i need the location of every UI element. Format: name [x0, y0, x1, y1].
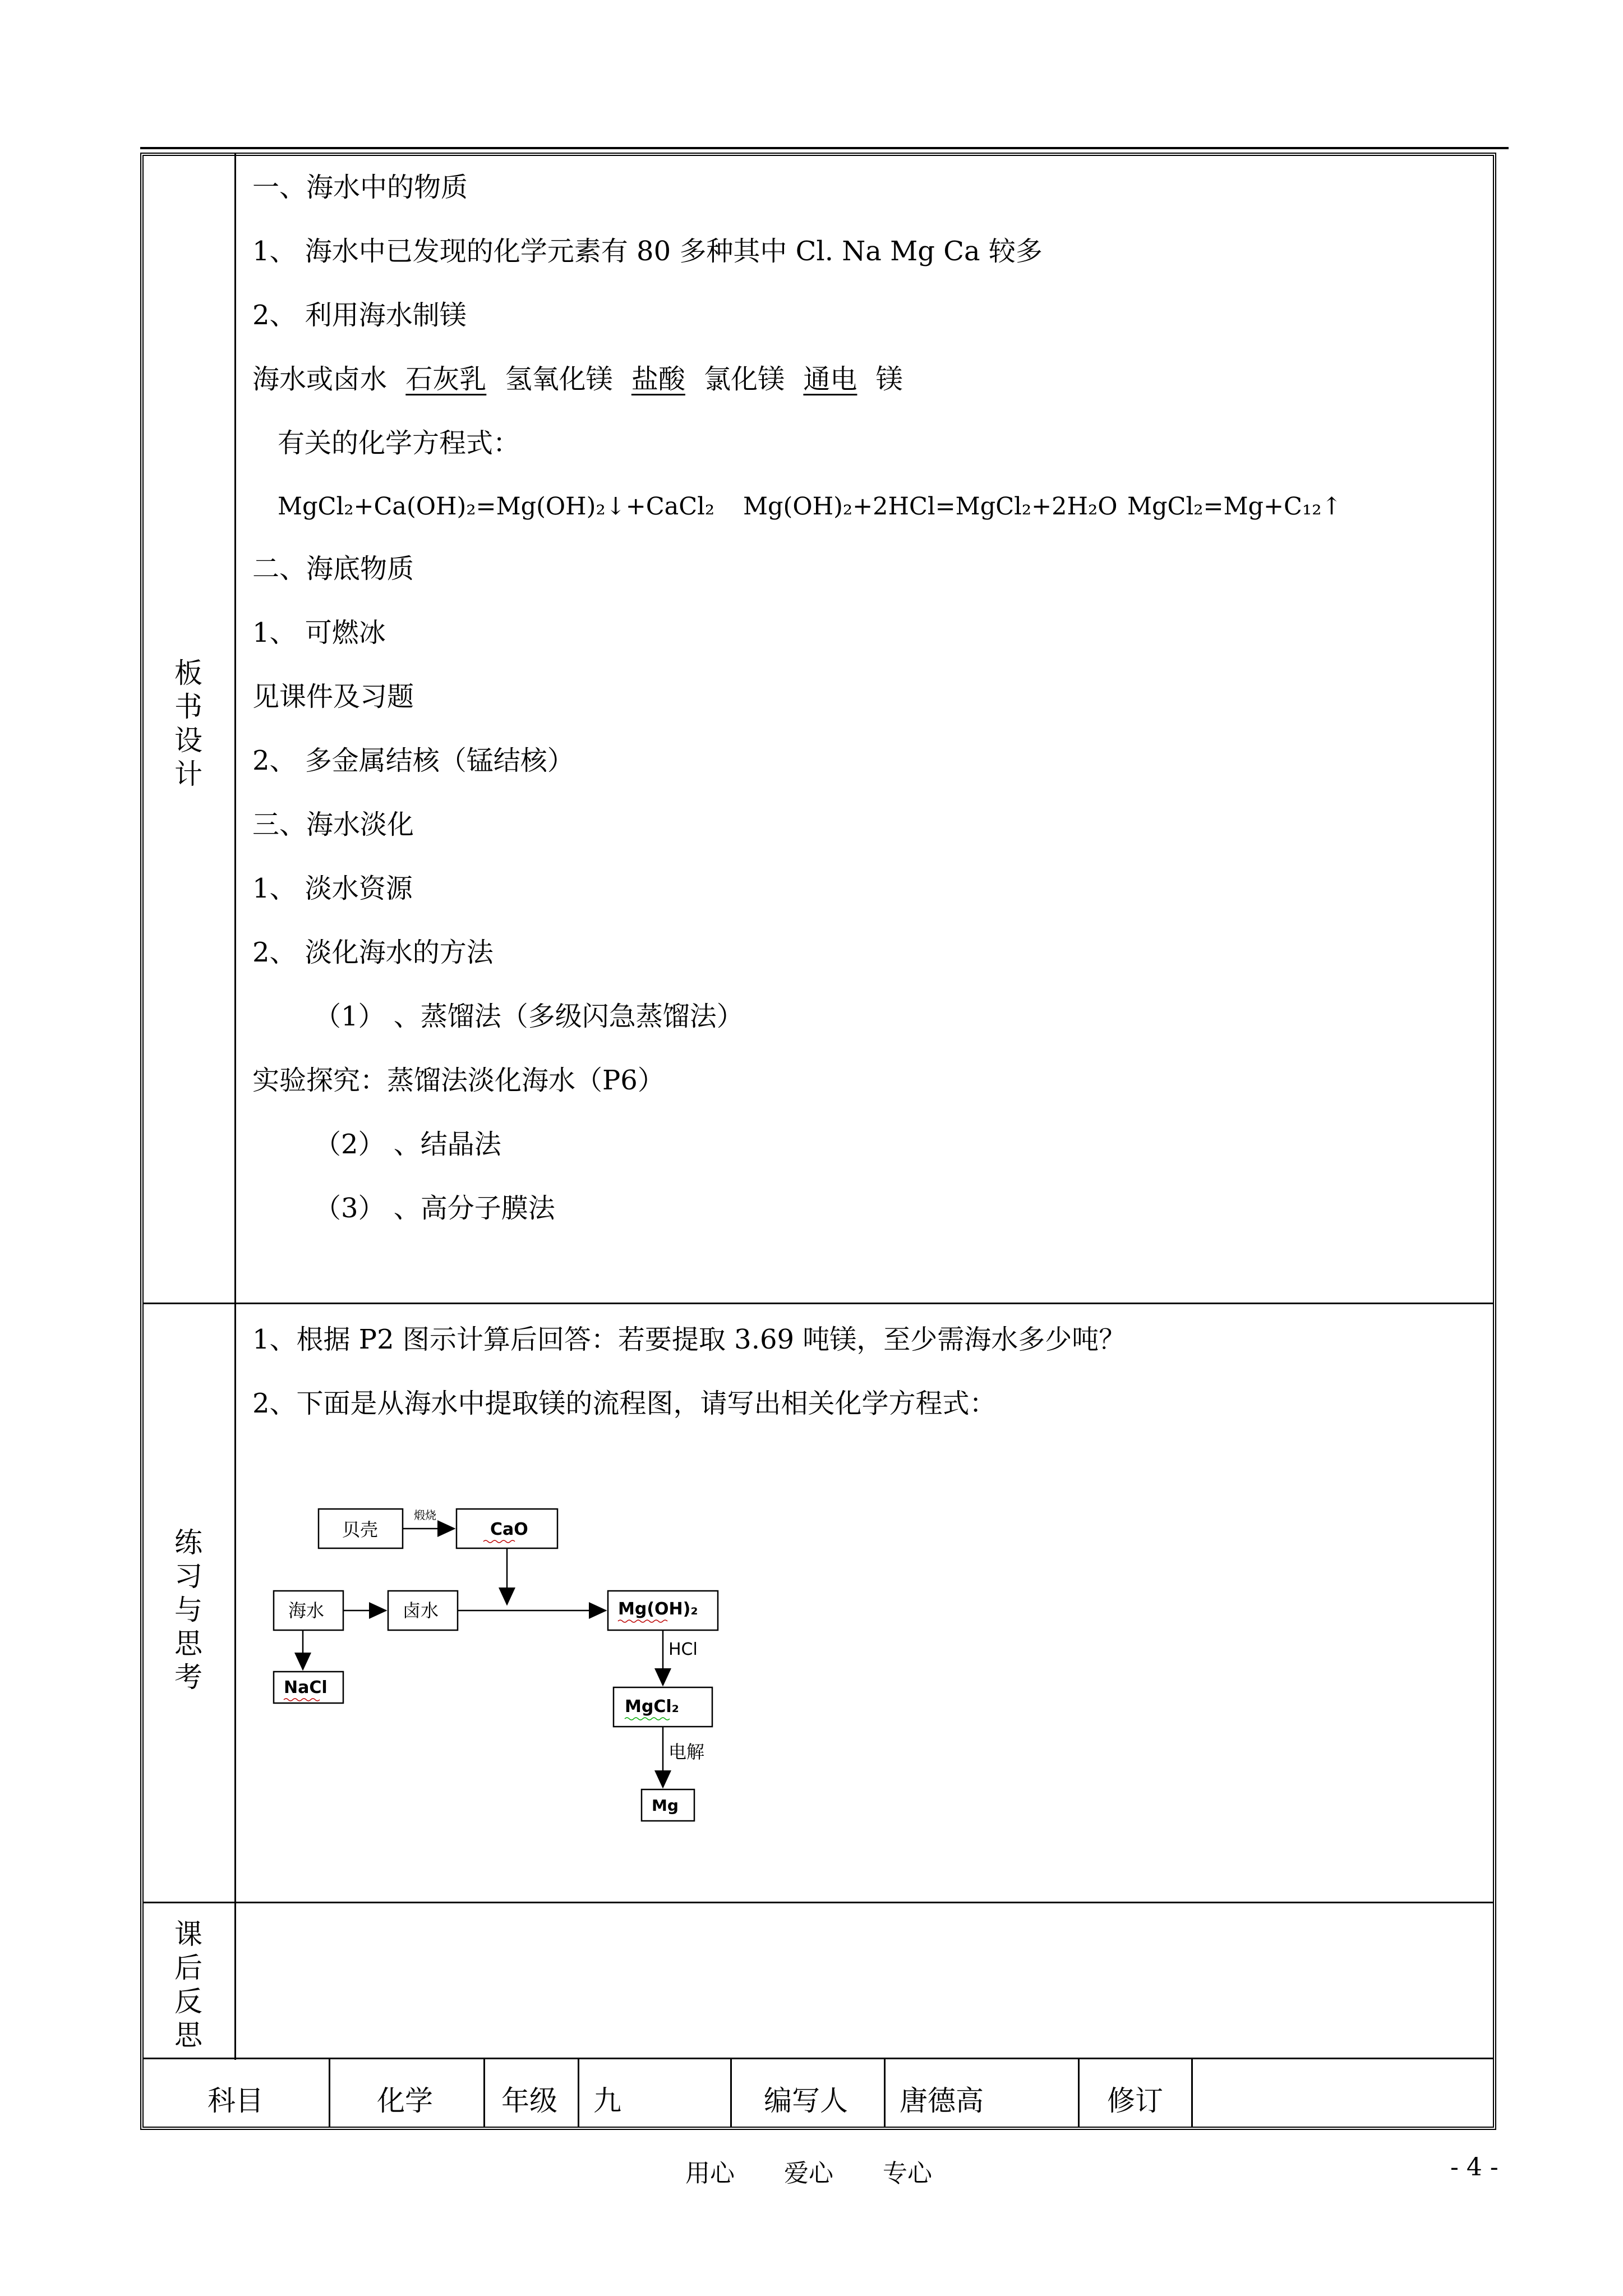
equations-label: 有关的化学方程式： — [278, 427, 520, 459]
chain-item: 盐酸 — [631, 364, 685, 395]
equation-3: MgCl₂=Mg+C₁₂↑ — [1127, 493, 1342, 521]
board-line: 2、 多金属结核（锰结核） — [252, 745, 574, 776]
flow-label-electrolysis: 电解 — [668, 1741, 705, 1763]
board-line: 2、 淡化海水的方法 — [252, 937, 494, 968]
flow-label-mgoh2: Mg(OH)₂ — [618, 1599, 698, 1619]
section-label-reflection: 课 后 反 思 — [174, 1918, 202, 2051]
method-item: （2） 、结晶法 — [314, 1129, 501, 1160]
heading-desalination: 三、海水淡化 — [252, 809, 414, 840]
method-item: （3） 、高分子膜法 — [314, 1193, 555, 1224]
equation-2: Mg(OH)₂+2HCl=MgCl₂+2H₂O — [743, 493, 1118, 521]
footer-cell-divider — [483, 2058, 485, 2127]
board-line: 1、 海水中已发现的化学元素有 80 多种其中 Cl. Na Mg Ca 较多 — [252, 236, 1043, 267]
board-line: 2、 利用海水制镁 — [252, 300, 467, 331]
subject-label: 科目 — [208, 2085, 264, 2117]
row-divider-2 — [144, 1902, 1493, 1903]
flow-label-nacl: NaCl — [284, 1678, 328, 1697]
spellcheck-squiggle — [618, 1620, 667, 1622]
magnesium-process-chain — [252, 366, 903, 393]
footer-cell-divider — [1191, 2058, 1193, 2127]
chain-item: 镁 — [875, 364, 903, 395]
practice-question-2: 2、下面是从海水中提取镁的流程图，请写出相关化学方程式： — [252, 1388, 997, 1419]
chain-item: 石灰乳 — [405, 364, 487, 395]
chain-item: 氯化镁 — [704, 364, 785, 395]
page-motto: 用心 爱心 专心 — [685, 2159, 932, 2188]
grade-value: 九 — [593, 2085, 621, 2117]
subject-value: 化学 — [377, 2085, 433, 2117]
flow-label-hcl: HCl — [668, 1640, 698, 1659]
revise-label: 修订 — [1107, 2085, 1163, 2117]
board-line: 1、 可燃冰 — [252, 617, 386, 648]
label-column-divider — [234, 153, 236, 2060]
chain-item: 氢氧化镁 — [505, 364, 613, 395]
spellcheck-squiggle — [284, 1699, 320, 1701]
chain-item: 通电 — [803, 364, 857, 395]
footer-cell-divider — [578, 2058, 579, 2127]
grammar-squiggle — [625, 1718, 670, 1720]
footer-cell-divider — [884, 2058, 886, 2127]
author-label: 编写人 — [764, 2085, 848, 2117]
flow-label-brine: 卤水 — [403, 1600, 439, 1621]
grade-label: 年级 — [501, 2085, 557, 2117]
flow-label-shell: 贝壳 — [342, 1519, 379, 1540]
board-line: 见课件及习题 — [252, 681, 414, 712]
heading-seabed-substances: 二、海底物质 — [252, 553, 414, 585]
footer-cell-divider — [1078, 2058, 1080, 2127]
flow-label-seawater: 海水 — [288, 1600, 325, 1621]
heading-seawater-substances: 一、海水中的物质 — [252, 172, 468, 203]
page-number: - 4 - — [1450, 2153, 1498, 2182]
footer-cell-divider — [730, 2058, 732, 2127]
spellcheck-squiggle — [483, 1540, 515, 1543]
row-divider-3 — [144, 2058, 1493, 2059]
footer-cell-divider — [329, 2058, 330, 2127]
section-label-practice: 练 习 与 思 考 — [174, 1526, 202, 1694]
practice-question-1: 1、根据 P2 图示计算后回答：若要提取 3.69 吨镁，至少需海水多少吨？ — [252, 1324, 1126, 1355]
method-item: （1） 、蒸馏法（多级闪急蒸馏法） — [314, 1001, 744, 1032]
equation-1: MgCl₂+Ca(OH)₂=Mg(OH)₂↓+CaCl₂ — [278, 493, 715, 521]
flow-label-cao: CaO — [490, 1520, 528, 1539]
section-label-board: 板 书 设 计 — [174, 657, 202, 790]
top-rule — [140, 147, 1509, 149]
flow-label-calcine: 煅烧 — [414, 1508, 436, 1522]
magnesium-extraction-flowchart — [269, 1492, 808, 1829]
chain-item: 海水或卤水 — [252, 364, 388, 395]
author-value: 唐德高 — [900, 2085, 984, 2117]
row-divider-1 — [144, 1303, 1493, 1304]
flow-label-mg: Mg — [652, 1796, 679, 1815]
flow-label-mgcl2: MgCl₂ — [625, 1697, 679, 1717]
board-line: 1、 淡水资源 — [252, 873, 413, 904]
experiment-line: 实验探究：蒸馏法淡化海水（P6） — [252, 1065, 665, 1096]
